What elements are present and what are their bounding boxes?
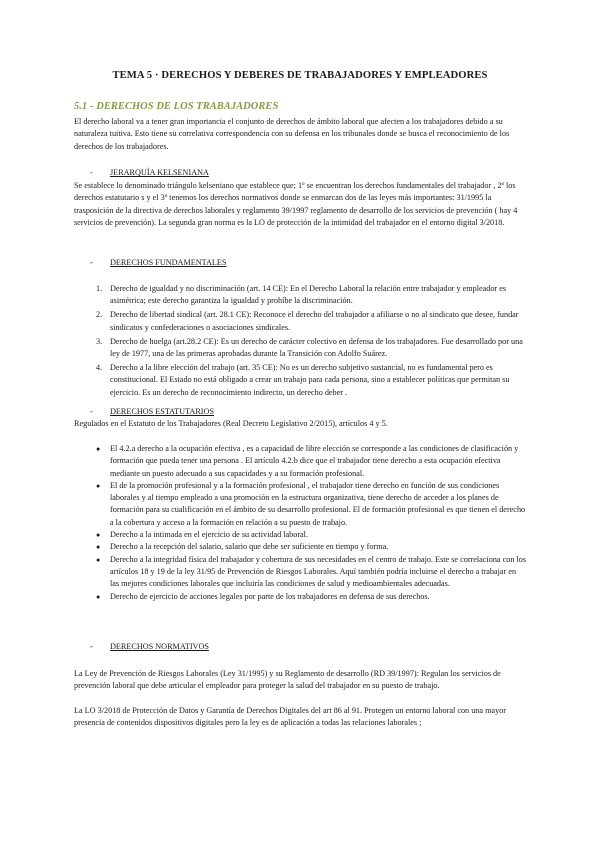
section-title: 5.1 - DERECHOS DE LOS TRABAJADORES: [74, 101, 279, 112]
subheading-label: DERECHOS NORMATIVOS: [110, 642, 209, 651]
subheading-fundamentales: [90, 257, 226, 269]
item-text: Derecho de ejercicio de acciones legales por parte de los trabajadores en defensa de sus derechos.: [110, 591, 430, 601]
statutory-rights-list: [96, 443, 526, 603]
bullet-marker: ●: [96, 555, 101, 564]
dash-marker: -: [90, 258, 93, 267]
kelsen-paragraph: Se establece lo denominado triángulo kelseniano que establece que; 1º se encuentran los derechos fundamentales del trabajador , 2º los derechos estatutario s y el 3º tenemos los derechos normativos donde se enmarcan dos de las leyes más importantes: 31/1995 la trasposición de la directiva de derechos laborales y reglamento 39/1997 reglamento de desarrollo de los servicios de prevención ( hay 4 servicios de prevención). La segunda gran norma es la LO de protección de la intimidad del trabajador en el entorno digital 3/2018.: [74, 181, 518, 227]
bullet-marker: ●: [96, 445, 101, 453]
list-item: [96, 541, 526, 553]
item-text: Derecho a la recepción del salario, salario que debe ser suficiente en tiempo y forma.: [110, 542, 389, 552]
subheading-label: DERECHOS ESTATUTARIOS: [110, 407, 214, 416]
list-item: [96, 529, 526, 541]
item-text: Derecho a la intimada en el ejercicio de su actividad laboral.: [110, 530, 308, 540]
subheading-estatutarios: [90, 406, 214, 418]
dash-marker: -: [90, 168, 93, 177]
list-item: [96, 309, 526, 333]
dash-marker: -: [90, 642, 93, 651]
item-text: Derecho a la libre elección del trabajo (art. 35 CE): No es un derecho subjetivo sustancial, no es fundamental pero es constitucional. El Estado no está obligado a crear un trabajo para cada persona, sino a establecer políticas que permitan su ejercicio. Es un derecho de reconocimiento indirecto, un derecho deber .: [110, 363, 510, 397]
list-item: [96, 554, 526, 591]
list-item: [96, 362, 526, 399]
bullet-marker: ●: [96, 543, 101, 552]
item-text: Derecho de libertad sindical (art. 28.1 CE): Reconoce el derecho del trabajador a afiliarse o no al sindicato que desee, fundar sindicatos y confederaciones o asociaciones sindicales.: [110, 310, 519, 332]
normativos-paragraph-2: La LO 3/2018 de Protección de Datos y Garantía de Derechos Digitales del art 86 al 91. Protegen un entorno laboral con una mayor presencia de contenidos dispositivos digitales pero la ley es de aplicación a todas las relaciones laborales ;: [74, 706, 506, 728]
list-item: [96, 591, 526, 603]
list-item: [96, 283, 526, 307]
bullet-marker: ●: [96, 592, 101, 601]
item-text: Derecho de huelga (art.28.2 CE): Es un derecho de carácter colectivo en defensa de los trabajadores. Fue desarrollado por una ley de 1977, una de las primeras aprobadas durante la Transición con Adolfo Suárez.: [110, 336, 523, 359]
bullet-marker: ●: [96, 481, 101, 490]
item-text: Derecho a la integridad física del trabajador y cobertura de sus necesidades en el centro de trabajo. Este se correlaciona con los artículos 18 y 19 de la ley 31/95 de Prevención de Riesgos Laborales. Aquí también podría incluirse el derecho a trabajar en las mejores condiciones laborales que incluiría las condiciones de salud y medioambientales adecuadas.: [110, 554, 527, 589]
document-title: TEMA 5 · DERECHOS Y DEBERES DE TRABAJADORES Y EMPLEADORES: [112, 70, 488, 81]
subheading-label: JERARQUÍA KELSENIANA: [110, 168, 209, 177]
item-number: 1.: [96, 284, 103, 293]
subheading-normativos: [90, 641, 209, 653]
item-text: El de la promoción profesional y a la formación profesional , el trabajador tiene derecho en función de sus condiciones laborales y al tiempo empleado a una promoción en la estructura organizativa, tiene derecho de acceder a los planes de formación para su cualificación en el ámbito de su desarrollo profesional. El de formación profesional es que tienen el derecho a la cobertura y acceso a la formación en relación a su puesto de trabajo.: [110, 480, 526, 527]
item-number: 4.: [96, 363, 103, 373]
subheading-label: DERECHOS FUNDAMENTALES: [110, 258, 227, 267]
bullet-marker: ●: [96, 531, 101, 540]
list-item: [96, 443, 526, 480]
item-number: 2.: [96, 310, 103, 320]
item-number: 3.: [96, 336, 103, 346]
item-text: El 4.2.a derecho a la ocupación efectiva , es a capacidad de libre elección se corresponde a las condiciones de clasificación y formación que pueda tener una persona . El artículo 4.2.b dice que el trabajador tiene derecho a esta ocupación efectiva mediante un puesto adecuado a sus capacidades y a su formación profesional.: [110, 444, 519, 478]
subheading-jerarquia: [90, 167, 209, 179]
normativos-paragraph-1: La Ley de Prevención de Riesgos Laborales (Ley 31/1995) y su Reglamento de desarrollo (RD 39/1997): Regulan los servicios de prevención laboral que debe articular el empleador para proteger la salud del trabajador en su puesto de trabajo.: [74, 669, 501, 691]
estatutarios-intro: Regulados en el Estatuto de los Trabajadores (Real Decreto Legislativo 2/2015), artículos 4 y 5.: [74, 419, 388, 428]
fundamental-rights-list: [96, 283, 526, 401]
list-item: [96, 480, 526, 529]
intro-paragraph: El derecho laboral va a tener gran importancia el conjunto de derechos de ámbito laboral que afecten a los trabajadores debido a su naturaleza tuitiva. Esto tiene su correlativa correspondencia con su defensa en los tribunales donde se busca el reconocimiento de los derechos de los trabajadores.: [74, 117, 510, 151]
item-text: Derecho de igualdad y no discriminación (art. 14 CE): En el Derecho Laboral la relación entre trabajador y empleador es asimétrica; este derecho garantiza la igualdad y prohíbe la discriminación.: [110, 284, 507, 306]
dash-marker: -: [90, 407, 93, 416]
list-item: [96, 336, 526, 360]
